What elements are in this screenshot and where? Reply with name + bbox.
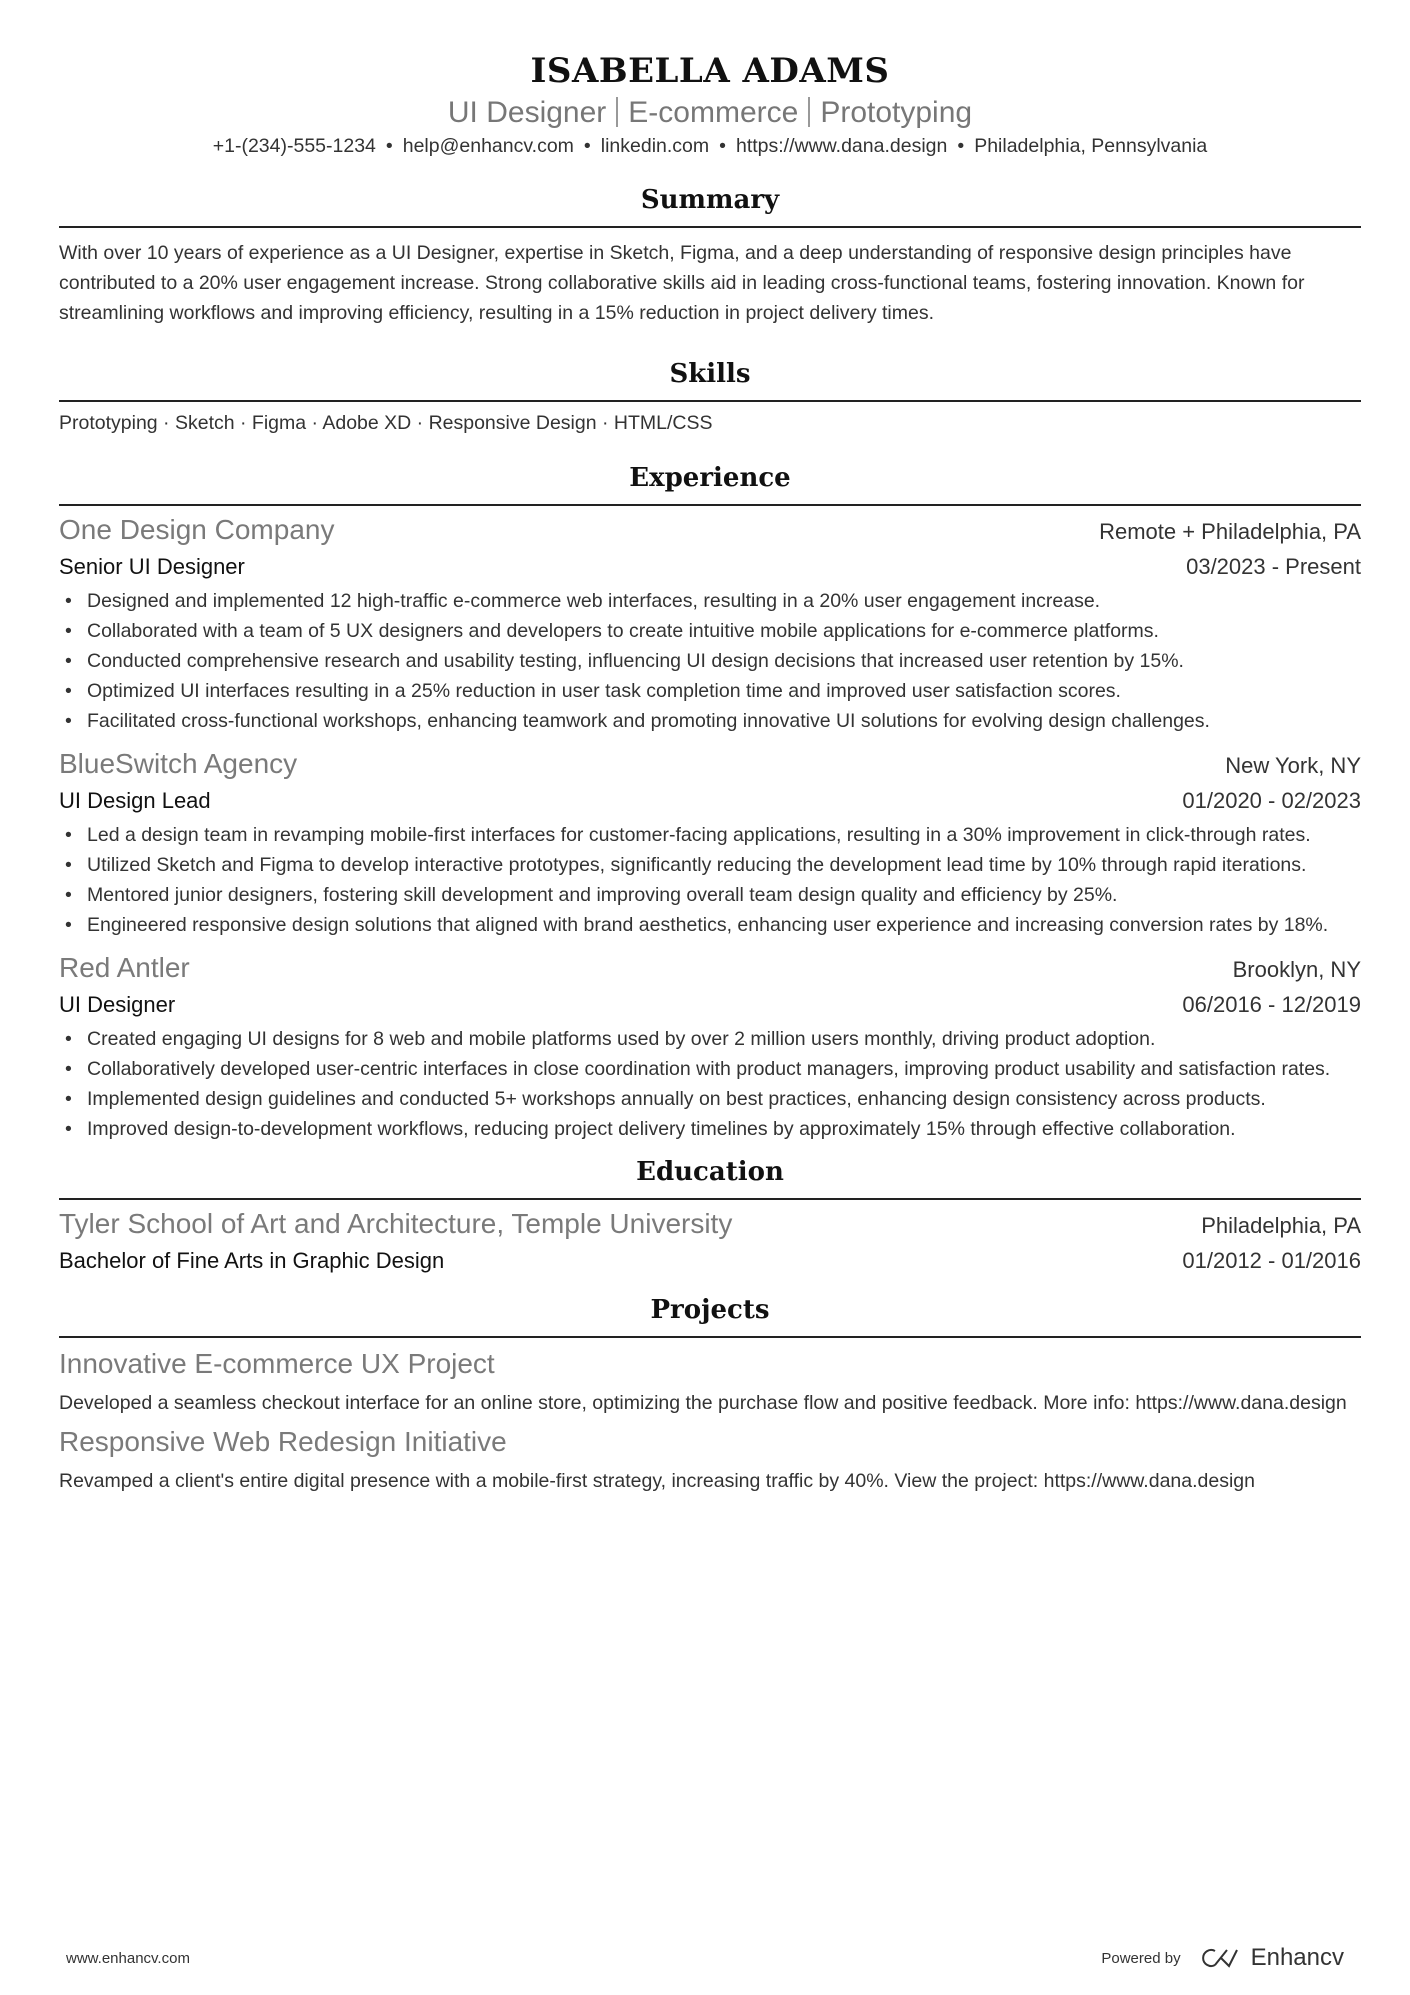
job-location: Brooklyn, NY bbox=[1232, 957, 1361, 982]
location: Philadelphia, Pennsylvania bbox=[974, 135, 1208, 157]
job-location: Remote + Philadelphia, PA bbox=[1099, 519, 1361, 544]
degree: Bachelor of Fine Arts in Graphic Design bbox=[59, 1248, 445, 1273]
job-role: UI Designer bbox=[59, 992, 176, 1017]
skills-text: Prototyping · Sketch · Figma · Adobe XD · Responsive Design · HTML/CSS bbox=[59, 412, 713, 434]
job-entry bbox=[59, 950, 1361, 1144]
experience-list bbox=[59, 512, 1361, 1144]
title-item: Prototyping bbox=[820, 96, 973, 129]
resume-page bbox=[59, 0, 1361, 1496]
skills-heading: Skills bbox=[59, 356, 1361, 402]
linkedin-link[interactable]: linkedin.com bbox=[600, 135, 710, 157]
job-role: Senior UI Designer bbox=[59, 554, 245, 579]
job-dates: 03/2023 - Present bbox=[1186, 554, 1361, 579]
project-description: Developed a seamless checkout interface for an online store, optimizing the purchase flow and positive feedback. More info: https://www.dana.design bbox=[59, 1392, 1347, 1414]
bullet-item: • Utilized Sketch and Figma to develop interactive prototypes, significantly reducing the development lead time by 10% through rapid iterations. bbox=[59, 850, 1361, 880]
project-title: Innovative E-commerce UX Project bbox=[59, 1348, 495, 1379]
job-location: New York, NY bbox=[1225, 753, 1361, 778]
separator bbox=[808, 97, 810, 127]
job-dates: 06/2016 - 12/2019 bbox=[1182, 992, 1361, 1017]
job-entry bbox=[59, 512, 1361, 736]
job-entry bbox=[59, 746, 1361, 940]
separator bbox=[616, 97, 618, 127]
bullet-item: • Improved design-to-development workflows, reducing project delivery timelines by approximately 15% through effective collaboration. bbox=[59, 1114, 1361, 1144]
project-title: Responsive Web Redesign Initiative bbox=[59, 1426, 507, 1457]
contact-line: +1-(234)-555-1234 • help@enhancv.com • linkedin.com • https://www.dana.design • Philadelphia, Pennsylvania bbox=[212, 135, 1208, 157]
education-dates: 01/2012 - 01/2016 bbox=[1182, 1248, 1361, 1273]
summary-heading: Summary bbox=[59, 182, 1361, 228]
title-item: E-commerce bbox=[628, 96, 799, 129]
job-bullets bbox=[59, 820, 1361, 940]
enhancv-logo-icon bbox=[1199, 1946, 1243, 1970]
phone: +1-(234)-555-1234 bbox=[212, 135, 376, 157]
bullet-item: • Collaborated with a team of 5 UX designers and developers to create intuitive mobile applications for e-commerce platforms. bbox=[59, 616, 1361, 646]
candidate-titles bbox=[59, 94, 1361, 132]
education-heading: Education bbox=[59, 1154, 1361, 1200]
bullet-item: • Designed and implemented 12 high-traffic e-commerce web interfaces, resulting in a 20% user engagement increase. bbox=[59, 586, 1361, 616]
job-dates: 01/2020 - 02/2023 bbox=[1182, 788, 1361, 813]
company-name: One Design Company bbox=[59, 514, 335, 545]
bullet-item: • Implemented design guidelines and conducted 5+ workshops annually on best practices, enhancing design consistency across products. bbox=[59, 1084, 1361, 1114]
bullet-item: • Created engaging UI designs for 8 web and mobile platforms used by over 2 million users monthly, driving product adoption. bbox=[59, 1024, 1361, 1054]
bullet-item: • Collaboratively developed user-centric interfaces in close coordination with product managers, improving product usability and satisfaction rates. bbox=[59, 1054, 1361, 1084]
job-role: UI Design Lead bbox=[59, 788, 211, 813]
powered-by-label: Powered by bbox=[1101, 1949, 1181, 1967]
bullet-item: • Facilitated cross-functional workshops, enhancing teamwork and promoting innovative UI solutions for evolving design challenges. bbox=[59, 706, 1361, 736]
title-item: UI Designer bbox=[447, 96, 607, 129]
enhancv-logo[interactable] bbox=[1199, 1944, 1344, 1972]
candidate-name: ISABELLA ADAMS bbox=[530, 51, 890, 91]
company-name: Red Antler bbox=[59, 952, 190, 983]
bullet-item: • Engineered responsive design solutions that aligned with brand aesthetics, enhancing user experience and increasing conversion rates by 18%. bbox=[59, 910, 1361, 940]
job-bullets bbox=[59, 1024, 1361, 1144]
projects-list bbox=[59, 1346, 1361, 1496]
footer-website-link[interactable]: www.enhancv.com bbox=[66, 1949, 190, 1967]
company-name: BlueSwitch Agency bbox=[59, 748, 298, 779]
bullet-item: • Optimized UI interfaces resulting in a 25% reduction in user task completion time and improved user satisfaction scores. bbox=[59, 676, 1361, 706]
school-location: Philadelphia, PA bbox=[1201, 1213, 1361, 1238]
brand-name: Enhancv bbox=[1250, 1944, 1344, 1971]
bullet-item: • Led a design team in revamping mobile-first interfaces for customer-facing applications, resulting in a 30% improvement in click-through rates. bbox=[59, 820, 1361, 850]
project-description: Revamped a client's entire digital presence with a mobile-first strategy, increasing traffic by 40%. View the project: https://www.dana.design bbox=[59, 1470, 1255, 1492]
bullet-item: • Mentored junior designers, fostering skill development and improving overall team design quality and efficiency by 25%. bbox=[59, 880, 1361, 910]
school-name: Tyler School of Art and Architecture, Temple University bbox=[59, 1208, 733, 1239]
email-link[interactable]: help@enhancv.com bbox=[402, 135, 574, 157]
bullet-item: • Conducted comprehensive research and usability testing, influencing UI design decisions that increased user retention by 15%. bbox=[59, 646, 1361, 676]
education-entry bbox=[59, 1206, 1361, 1278]
footer bbox=[66, 1944, 1344, 1972]
job-bullets bbox=[59, 586, 1361, 736]
powered-by bbox=[1101, 1944, 1344, 1972]
summary-text: With over 10 years of experience as a UI Designer, expertise in Sketch, Figma, and a deep understanding of responsive design principles have contributed to a 20% user engagement increase. Strong collaborative skills aid in leading cross-functional teams, fostering innovation. Known for streamlining workflows and improving efficiency, resulting in a 15% reduction in project delivery times. bbox=[59, 242, 1305, 324]
experience-heading: Experience bbox=[59, 460, 1361, 506]
projects-heading: Projects bbox=[59, 1292, 1361, 1338]
website-link[interactable]: https://www.dana.design bbox=[735, 135, 948, 157]
